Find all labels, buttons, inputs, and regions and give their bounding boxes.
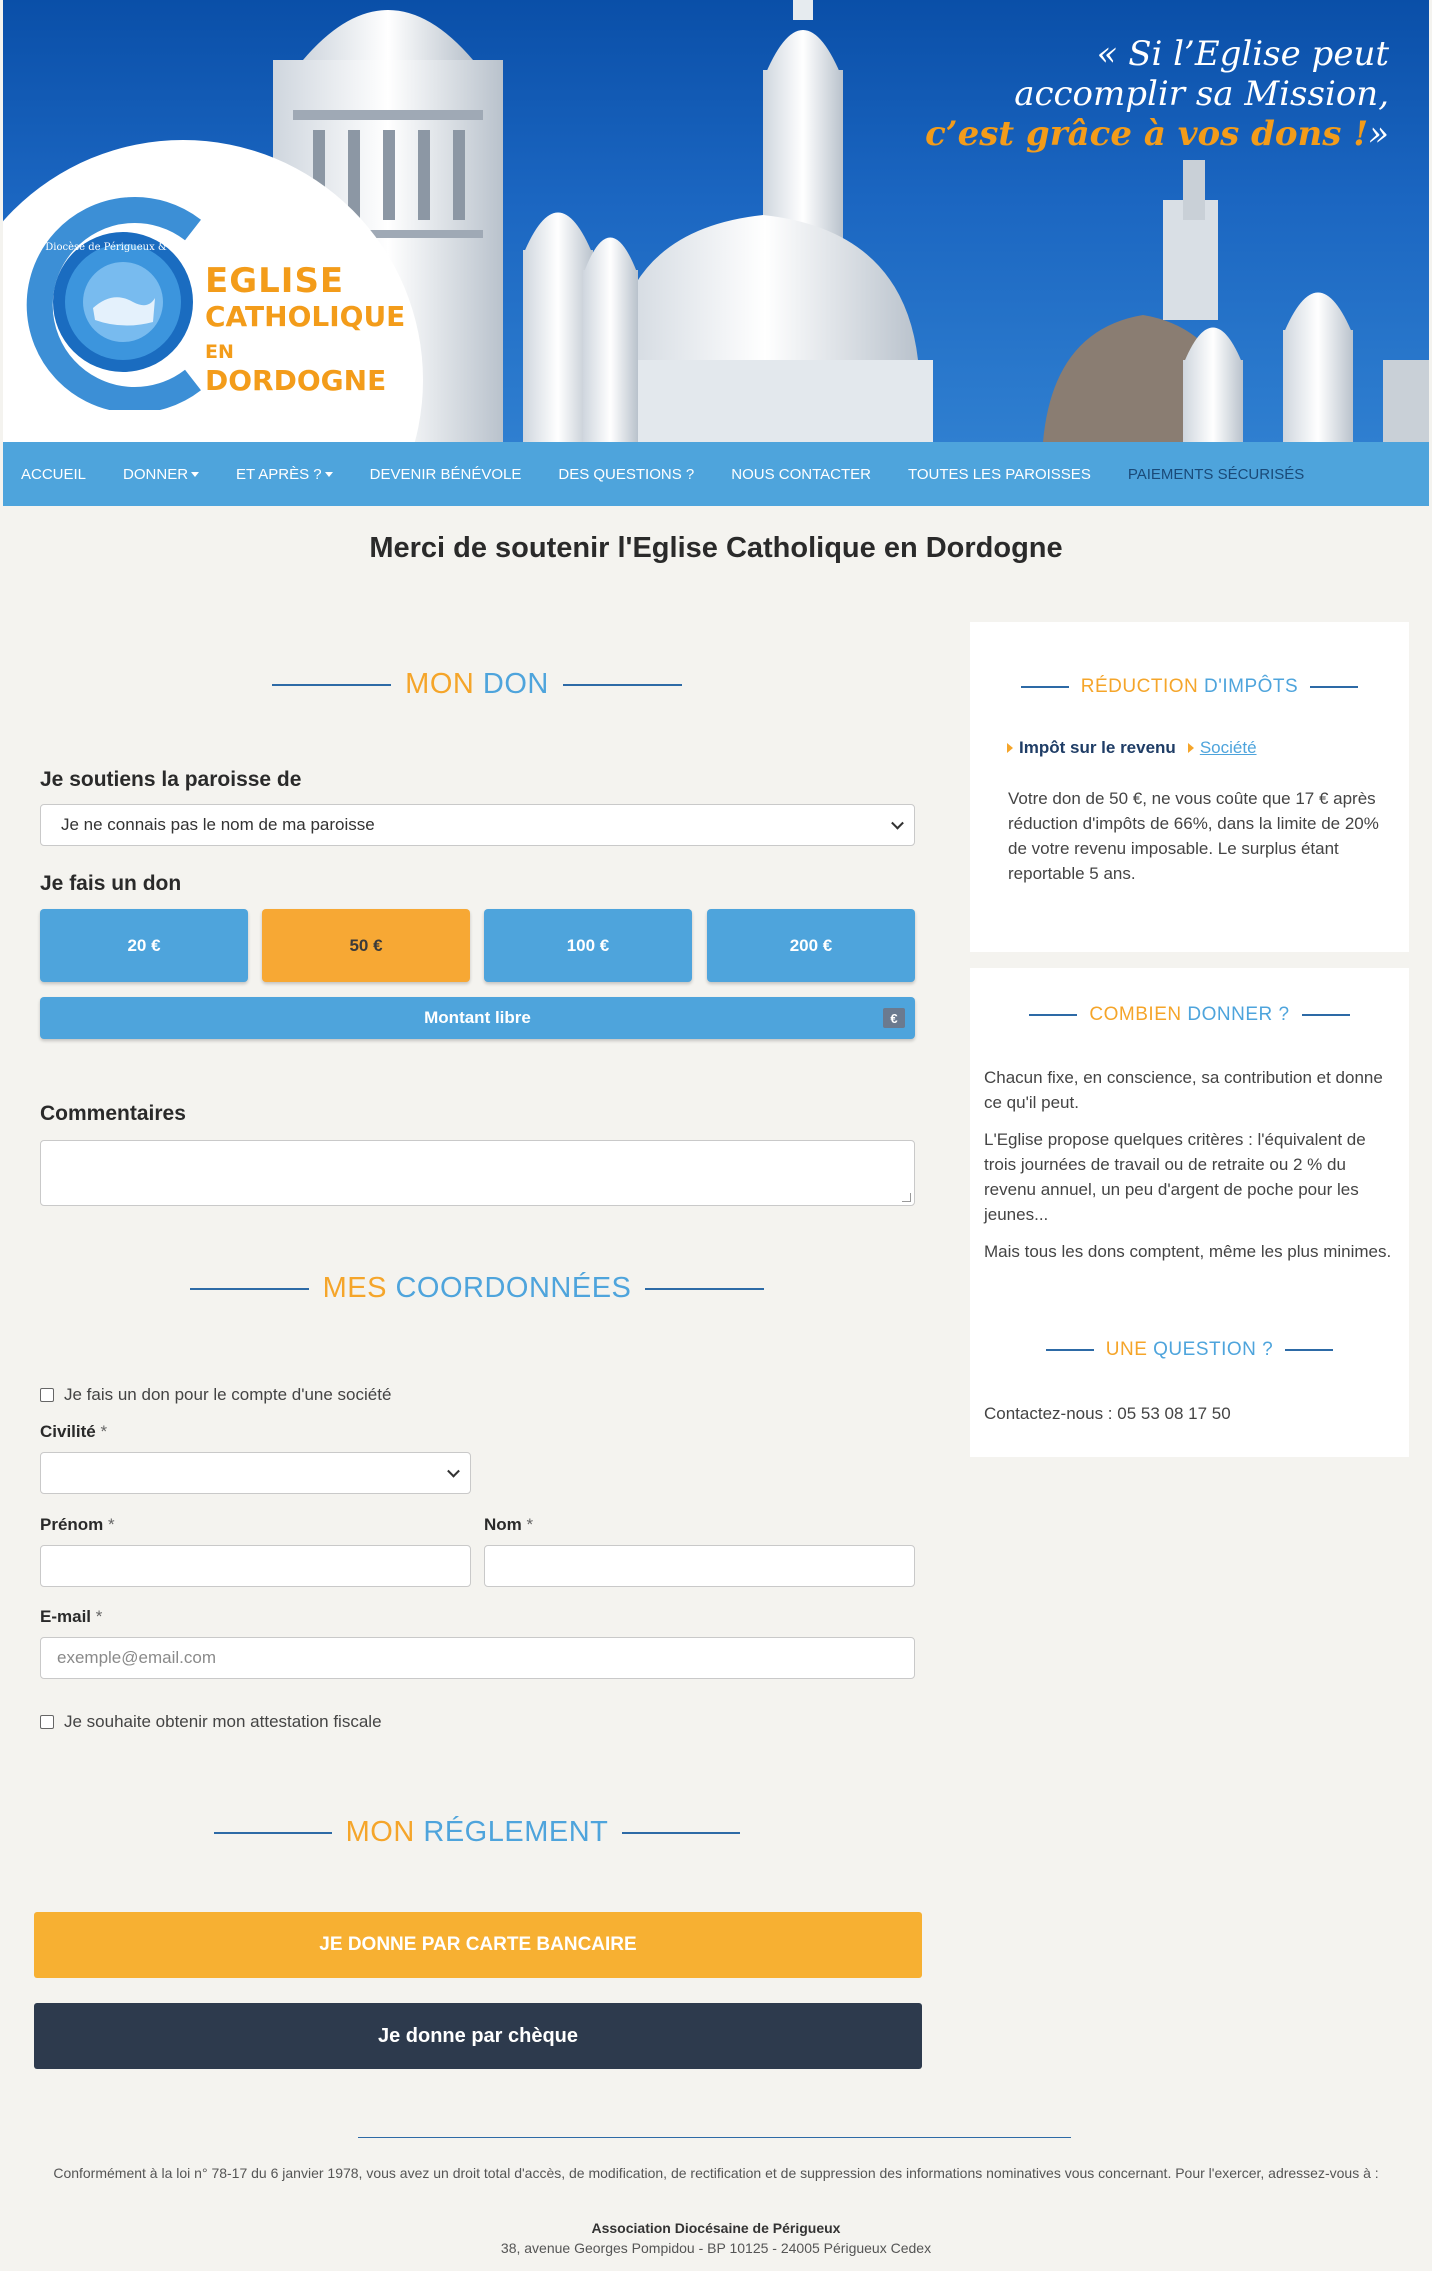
quote-line-2: accomplir sa Mission,	[1014, 74, 1389, 114]
logo-en: EN	[205, 341, 234, 364]
question-heading	[1010, 1339, 1369, 1361]
divider	[214, 1832, 332, 1834]
nav-accueil[interactable]: ACCUEIL	[21, 465, 87, 483]
civility-label-text: Civilité	[40, 1422, 96, 1441]
heading-part-b: RÉGLEMENT	[423, 1816, 609, 1848]
heading-part-b: DON	[482, 668, 549, 700]
how-much-heading	[1010, 1004, 1369, 1026]
sidebar-title	[1106, 1339, 1273, 1361]
tax-check-label: Je souhaite obtenir mon attestation fiscale	[64, 1712, 382, 1731]
required-mark: *	[95, 1607, 103, 1626]
tax-tabs	[1007, 738, 1257, 758]
section-heading-reglement	[214, 1816, 740, 1849]
nav-nous-contacter[interactable]: NOUS CONTACTER	[731, 465, 871, 483]
firstname-input[interactable]	[40, 1545, 471, 1587]
heading-part-b: DONNER ?	[1187, 1004, 1290, 1025]
nav-et-apres-label: ET APRÈS ?	[236, 465, 322, 483]
lastname-input[interactable]	[484, 1545, 915, 1587]
quote-line-3	[925, 114, 1389, 154]
lastname-label	[484, 1515, 533, 1535]
divider	[563, 684, 682, 686]
required-mark: *	[526, 1515, 534, 1534]
free-amount-label: Montant libre	[424, 1008, 531, 1027]
tax-text: Votre don de 50 €, ne vous coûte que 17 € après réduction d'impôts de 66%, dans la limite de 20% de votre revenu imposable. Le surplus étant reportable 5 ans.	[1008, 789, 1379, 883]
divider	[1285, 1349, 1333, 1351]
civility-label	[40, 1422, 107, 1442]
quote-accent: c’est grâce à vos dons !	[925, 114, 1369, 154]
divider	[1029, 1014, 1077, 1016]
hero-quote	[925, 34, 1389, 154]
sidebar-title	[1089, 1004, 1289, 1026]
tax-check-row[interactable]	[40, 1712, 382, 1732]
required-mark: *	[108, 1515, 115, 1534]
resize-grip-icon[interactable]	[902, 1193, 911, 1202]
site-logo[interactable]	[23, 190, 406, 410]
seal-text: Diocèse de Périgueux & Sarlat	[45, 242, 201, 253]
email-label	[40, 1607, 102, 1627]
divider	[1310, 686, 1358, 688]
required-mark: *	[100, 1422, 108, 1441]
tab-impot-revenu[interactable]: Impôt sur le revenu	[1019, 738, 1176, 757]
logo-line-3-text: DORDOGNE	[205, 364, 387, 398]
section-title	[346, 1816, 609, 1849]
logo-line-2: CATHOLIQUE	[205, 300, 406, 334]
comments-textarea[interactable]	[40, 1140, 915, 1206]
heading-part-a: RÉDUCTION	[1080, 676, 1199, 697]
amount-200-button[interactable]: 200 €	[707, 909, 915, 982]
civility-select[interactable]	[40, 1452, 471, 1494]
nav-toutes-les-paroisses[interactable]: TOUTES LES PAROISSES	[907, 465, 1091, 483]
page-title: Merci de soutenir l'Eglise Catholique en Dordogne	[369, 532, 1063, 564]
parish-select[interactable]	[40, 804, 915, 846]
parish-label: Je soutiens la paroisse de	[40, 768, 302, 791]
parish-select-value: Je ne connais pas le nom de ma paroisse	[61, 815, 375, 834]
email-input[interactable]	[40, 1637, 915, 1679]
logo-line-3	[205, 333, 405, 397]
company-check-row[interactable]	[40, 1385, 391, 1405]
section-title	[323, 1272, 632, 1305]
section-heading-coordonnees	[190, 1272, 764, 1305]
free-amount-input[interactable]	[40, 997, 915, 1039]
tax-reduction-heading	[1010, 676, 1369, 698]
diocese-seal-icon	[23, 190, 203, 410]
heading-part-b: D'IMPÔTS	[1204, 676, 1299, 697]
main-nav	[3, 442, 1429, 506]
euro-icon: €	[883, 1008, 905, 1028]
firstname-label-text: Prénom	[40, 1515, 104, 1534]
tab-societe[interactable]: Société	[1199, 738, 1257, 757]
logo-text	[205, 262, 405, 398]
email-placeholder: exemple@email.com	[57, 1648, 216, 1667]
nav-donner-label: DONNER	[123, 465, 189, 483]
comments-label: Commentaires	[40, 1102, 186, 1125]
amount-20-button[interactable]: 20 €	[40, 909, 248, 982]
quote-line-1: « Si l’Eglise peut	[1096, 34, 1389, 74]
company-checkbox[interactable]	[40, 1388, 54, 1402]
divider	[622, 1832, 740, 1834]
quote-close: »	[1368, 114, 1389, 154]
heading-part-a: COMBIEN	[1089, 1004, 1182, 1025]
nav-devenir-benevole[interactable]: DEVENIR BÉNÉVOLE	[369, 465, 522, 483]
divider	[645, 1288, 764, 1290]
lastname-label-text: Nom	[484, 1515, 522, 1534]
divider	[1046, 1349, 1094, 1351]
firstname-label	[40, 1515, 115, 1535]
heading-part-b: COORDONNÉES	[395, 1272, 632, 1304]
hero-banner	[3, 0, 1429, 442]
heading-part-a: MON	[345, 1816, 415, 1848]
chevron-down-icon	[891, 817, 904, 830]
chevron-down-icon	[447, 1465, 460, 1478]
divider	[1021, 686, 1069, 688]
heading-part-a: UNE	[1105, 1339, 1148, 1360]
footer-org: Association Diocésaine de Périgueux	[591, 2220, 841, 2236]
footer-legal: Conformément à la loi n° 78-17 du 6 janvier 1978, vous avez un droit total d'accès, de modification, de rectification et de suppression des informations nominatives vous concernant. Pour l'exercer, adressez-vous à :	[53, 2165, 1379, 2181]
email-label-text: E-mail	[40, 1607, 92, 1626]
triangle-right-icon	[1007, 743, 1013, 753]
logo-line-1: EGLISE	[205, 261, 345, 301]
heading-part-b: QUESTION ?	[1153, 1339, 1274, 1360]
nav-donner[interactable]	[123, 466, 199, 483]
footer-divider	[358, 2137, 1071, 2138]
how-much-p1: Chacun fixe, en conscience, sa contribution et donne ce qu'il peut.	[984, 1068, 1383, 1112]
pay-by-cheque-button[interactable]: Je donne par chèque	[34, 2003, 922, 2069]
section-title	[405, 668, 549, 701]
amount-100-button[interactable]: 100 €	[484, 909, 692, 982]
amount-label: Je fais un don	[40, 872, 182, 895]
heading-part-a: MES	[322, 1272, 387, 1304]
tax-checkbox[interactable]	[40, 1715, 54, 1729]
how-much-p3: Mais tous les dons comptent, même les plus minimes.	[984, 1242, 1392, 1261]
heading-part-a: MON	[405, 668, 475, 700]
divider	[272, 684, 391, 686]
nav-paiements-securises[interactable]: PAIEMENTS SÉCURISÉS	[1127, 465, 1305, 483]
sidebar-title	[1081, 676, 1298, 698]
pay-by-card-button[interactable]: JE DONNE PAR CARTE BANCAIRE	[34, 1912, 922, 1978]
caret-down-icon	[325, 472, 333, 477]
nav-des-questions[interactable]: DES QUESTIONS ?	[558, 465, 695, 483]
divider	[190, 1288, 309, 1290]
how-much-p2: L'Eglise propose quelques critères : l'équivalent de trois journées de travail ou de retraite ou 2 % du revenu annuel, un peu d'argent de poche pour les jeunes...	[984, 1130, 1366, 1224]
contact-phone: Contactez-nous : 05 53 08 17 50	[984, 1404, 1231, 1423]
divider	[1302, 1014, 1350, 1016]
section-heading-don	[272, 668, 682, 701]
amount-50-button[interactable]: 50 €	[262, 909, 470, 982]
nav-et-apres[interactable]	[236, 466, 333, 483]
footer-address: 38, avenue Georges Pompidou - BP 10125 - 24005 Périgueux Cedex	[500, 2240, 932, 2256]
triangle-right-icon	[1188, 743, 1194, 753]
company-check-label: Je fais un don pour le compte d'une société	[64, 1385, 392, 1404]
caret-down-icon	[191, 472, 199, 477]
